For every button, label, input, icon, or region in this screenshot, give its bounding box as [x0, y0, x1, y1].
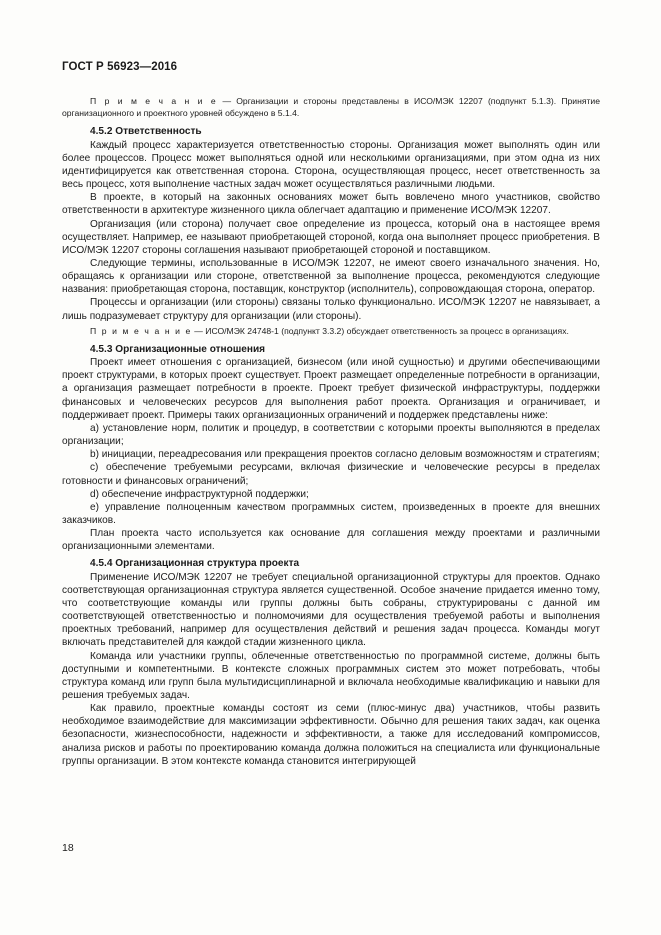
note-5-1-3 [62, 95, 600, 119]
paragraph: В проекте, в который на законных основаниях может быть вовлечено много участников, свойство ответственности в архитектуре жизненного цикла облегчает адаптацию и применение ИСО/МЭК 12207. [62, 192, 600, 217]
paragraph: Организация (или сторона) получает свое определение из процесса, который она в настоящее время осуществляет. Например, ее называют приобретающей стороной, когда она выполняет процесс приобретения. В ИСО/МЭК 12207 стороны соглашения называют приобретающей стороной и поставщиком. [62, 218, 600, 256]
note-24748 [62, 325, 600, 337]
page-number: 18 [62, 842, 74, 854]
list-item: d) обеспечение инфраструктурной поддержки; [90, 488, 309, 500]
note-label: П р и м е ч а н и е [90, 96, 218, 106]
paragraph: Как правило, проектные команды состоят из семи (плюс-минус два) участников, чтобы развить необходимое взаимодействие для максимизации эффективности. Обычно для решения таких задач, как оценка безопасности, жизнеспособности, надежности и эффективности, а также для исследований компромиссов, анализа рисков и работы по проектированию команда должна положиться на специалиста или функциональные группы организации. В этом контексте команда становится интегрирующей [62, 703, 600, 767]
section-heading-4-5-3: 4.5.3 Организационные отношения [90, 343, 266, 355]
paragraph: Проект имеет отношения с организацией, бизнесом (или иной сущностью) и другими обеспечивающими проект структурами, в которых проект существует. Проект размещает определенные потребности в организации, а организация размещает потребности в проекте. Проект требует физической инфраструктуры, поддержки финансовых и человеческих ресурсов для выполнения работ проекта. Организация и ограничивает, и поддерживает проект. Примеры таких организационных ограничений и поддержек представлены ниже: [62, 357, 600, 421]
list-item: e) управление полноценным качеством программных систем, произведенных в проекте для внешних заказчиков. [62, 501, 600, 526]
note-text: — ИСО/МЭК 24748-1 (подпункт 3.3.2) обсуждает ответственность за процесс в организациях. [191, 325, 569, 336]
paragraph: Процессы и организации (или стороны) связаны только функционально. ИСО/МЭК 12207 не навязывает, а лишь подразумевает структуру для организации (или стороны). [62, 297, 600, 322]
paragraph: Следующие термины, использованные в ИСО/МЭК 12207, не имеют своего изначального значения. Но, обращаясь к организации или стороне, ответственной за выполнение процесса, рекомендуются следующие названия: приобретающая сторона, поставщик, конструктор (исполнитель), сопровождающая сторона, оператор. [62, 257, 600, 296]
document-header: ГОСТ Р 56923—2016 [62, 61, 178, 73]
note-label: П р и м е ч а н и е [90, 325, 192, 336]
document-body [62, 93, 600, 768]
paragraph: План проекта часто используется как основание для соглашения между проектами и различными организационными элементами. [62, 528, 600, 553]
paragraph: Применение ИСО/МЭК 12207 не требует специальной организационной структуры для проектов. Однако соответствующая организационная структура является существенной. Особое значение придается именно тому, что соответствующие команды или группы должны быть собраны, структурированы с данной им соответствующей ответственностью и полномочиями для осуществления требуемой работы и выполнения проектных требований, например для осуществления действий и решения задач процесса. Команды могут включать представителей для каждой стадии жизненного цикла. [62, 571, 600, 649]
list-item: a) установление норм, политик и процедур, в соответствии с которыми проекты выполняются в пределах организации; [62, 422, 600, 448]
section-heading-4-5-4: 4.5.4 Организационная структура проекта [90, 558, 300, 570]
section-heading-4-5-2: 4.5.2 Ответственность [90, 126, 202, 138]
list-item: b) инициации, переадресования или прекращения проектов согласно деловым возможностям и стратегиям; [90, 449, 600, 461]
list-item: c) обеспечение требуемыми ресурсами, включая физические и человеческие ресурсы в пределах готовности и финансовых ограничений; [62, 462, 600, 487]
paragraph: Команда или участники группы, облеченные ответственностью по программной системе, должны быть доступными и компетентными. В контексте сложных программных систем это может потребовать, чтобы структура команд или групп была мультидисциплинарной и включала необходимые квалификацию и навыки для решения требуемых задач. [62, 650, 600, 702]
paragraph: Каждый процесс характеризуется ответственностью стороны. Организация может выполнять один или более процессов. Процесс может выполняться одной или несколькими организациями, при этом одна из них идентифицируется как ответственная сторона. Сторона, осуществляющая процесс, несет ответственность за весь процесс, хотя выполнение частных задач может осуществляться различными людьми. [62, 139, 600, 191]
note-text: — Организации и стороны представлены в ИСО/МЭК 12207 (подпункт 5.1.3). Принятие организационного и проектного уровней обсуждено в 5.1.4. [62, 96, 600, 119]
